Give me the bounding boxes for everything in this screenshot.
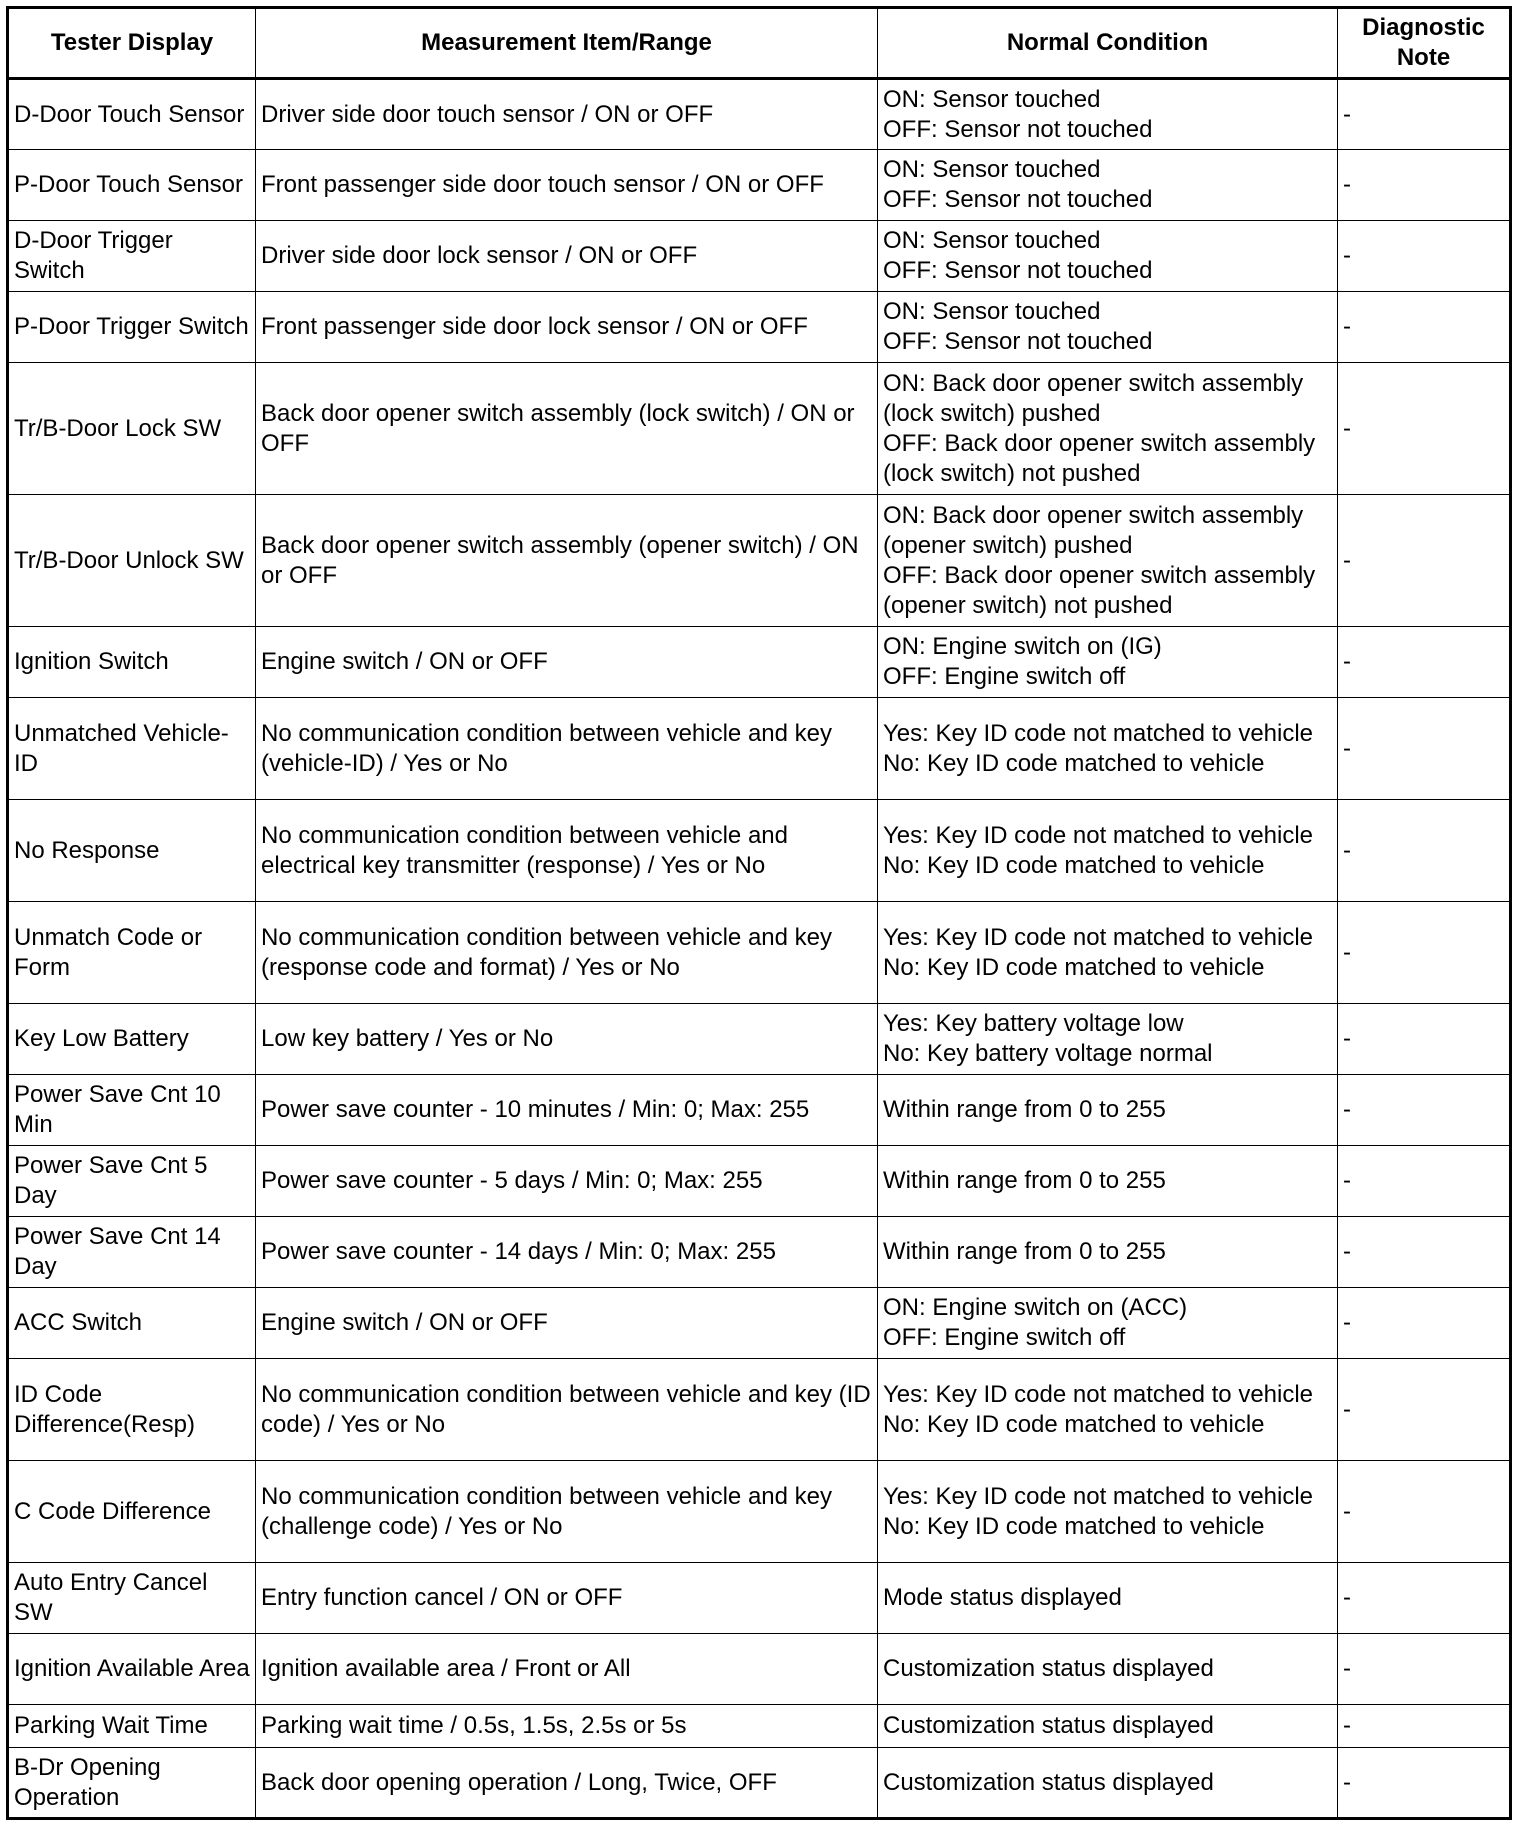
measurement-cell: Driver side door lock sensor / ON or OFF bbox=[256, 221, 878, 292]
measurement-cell: Entry function cancel / ON or OFF bbox=[256, 1563, 878, 1634]
normal-condition-cell bbox=[878, 79, 1338, 150]
normal-condition-line: ON: Back door opener switch assembly (lock switch) pushed bbox=[883, 369, 1304, 427]
normal-condition-line: OFF: Sensor not touched bbox=[883, 115, 1153, 143]
diagnostic-note-cell: - bbox=[1338, 698, 1511, 800]
normal-condition-line: Within range from 0 to 255 bbox=[883, 1238, 1166, 1265]
normal-condition-line: OFF: Engine switch off bbox=[883, 663, 1126, 690]
measurement-cell: Power save counter - 10 minutes / Min: 0; Max: 255 bbox=[256, 1075, 878, 1146]
measurement-cell: Engine switch / ON or OFF bbox=[256, 627, 878, 698]
normal-condition-line: Within range from 0 to 255 bbox=[883, 1167, 1166, 1194]
table-row bbox=[8, 902, 1511, 1004]
normal-condition-cell bbox=[878, 1705, 1338, 1748]
normal-condition-line: No: Key ID code matched to vehicle bbox=[883, 1512, 1265, 1540]
normal-condition-line: OFF: Sensor not touched bbox=[883, 257, 1153, 284]
normal-condition-cell bbox=[878, 292, 1338, 363]
diagnostic-note-cell: - bbox=[1338, 1004, 1511, 1075]
normal-condition-cell bbox=[878, 627, 1338, 698]
table-row bbox=[8, 363, 1511, 495]
table-row bbox=[8, 150, 1511, 221]
tester-display-cell: ACC Switch bbox=[8, 1288, 256, 1359]
table-row bbox=[8, 495, 1511, 627]
measurement-cell: Power save counter - 5 days / Min: 0; Max: 255 bbox=[256, 1146, 878, 1217]
table-row bbox=[8, 1563, 1511, 1634]
normal-condition-cell bbox=[878, 1461, 1338, 1563]
measurement-cell: No communication condition between vehicle and key (response code and format) / Yes or No bbox=[256, 902, 878, 1004]
tester-display-cell: D-Door Trigger Switch bbox=[8, 221, 256, 292]
normal-condition-cell bbox=[878, 1075, 1338, 1146]
normal-condition-line: Yes: Key battery voltage low bbox=[883, 1010, 1184, 1037]
diagnostic-note-cell: - bbox=[1338, 800, 1511, 902]
normal-condition-line: Within range from 0 to 255 bbox=[883, 1096, 1166, 1123]
measurement-cell: Back door opening operation / Long, Twice, OFF bbox=[256, 1748, 878, 1819]
normal-condition-line: Customization status displayed bbox=[883, 1712, 1214, 1739]
table-row bbox=[8, 292, 1511, 363]
table-row bbox=[8, 221, 1511, 292]
diagnostic-note-cell: - bbox=[1338, 1146, 1511, 1217]
normal-condition-line: OFF: Sensor not touched bbox=[883, 186, 1153, 213]
normal-condition-cell bbox=[878, 1288, 1338, 1359]
tester-display-cell: Tr/B-Door Lock SW bbox=[8, 363, 256, 495]
measurement-cell: Power save counter - 14 days / Min: 0; Max: 255 bbox=[256, 1217, 878, 1288]
table-row bbox=[8, 1075, 1511, 1146]
tester-display-cell: ID Code Difference(Resp) bbox=[8, 1359, 256, 1461]
measurement-cell: Front passenger side door lock sensor / ON or OFF bbox=[256, 292, 878, 363]
normal-condition-line: Yes: Key ID code not matched to vehicle bbox=[883, 1482, 1314, 1510]
normal-condition-line: ON: Sensor touched bbox=[883, 298, 1101, 325]
normal-condition-cell bbox=[878, 800, 1338, 902]
tester-display-cell: P-Door Touch Sensor bbox=[8, 150, 256, 221]
normal-condition-line: No: Key ID code matched to vehicle bbox=[883, 851, 1265, 879]
diagnostic-note-cell: - bbox=[1338, 1359, 1511, 1461]
diagnostic-note-cell: - bbox=[1338, 1705, 1511, 1748]
diagnostic-note-cell: - bbox=[1338, 1563, 1511, 1634]
normal-condition-line: Customization status displayed bbox=[883, 1655, 1214, 1682]
tester-display-cell: Key Low Battery bbox=[8, 1004, 256, 1075]
diagnostic-note-cell: - bbox=[1338, 79, 1511, 150]
header-diagnostic-note: Diagnostic Note bbox=[1338, 8, 1511, 79]
tester-display-cell: D-Door Touch Sensor bbox=[8, 79, 256, 150]
diagnostic-note-cell: - bbox=[1338, 150, 1511, 221]
measurement-cell: No communication condition between vehicle and key (vehicle-ID) / Yes or No bbox=[256, 698, 878, 800]
measurement-cell: Low key battery / Yes or No bbox=[256, 1004, 878, 1075]
diagnostic-note-cell: - bbox=[1338, 1288, 1511, 1359]
diagnostic-note-cell: - bbox=[1338, 363, 1511, 495]
normal-condition-line: Yes: Key ID code not matched to vehicle bbox=[883, 1380, 1314, 1408]
normal-condition-line: No: Key ID code matched to vehicle bbox=[883, 749, 1265, 777]
table-row bbox=[8, 1634, 1511, 1705]
normal-condition-cell bbox=[878, 1748, 1338, 1819]
diagnostic-note-cell: - bbox=[1338, 292, 1511, 363]
tester-display-cell: C Code Difference bbox=[8, 1461, 256, 1563]
table-row bbox=[8, 698, 1511, 800]
table-row bbox=[8, 1461, 1511, 1563]
normal-condition-cell bbox=[878, 221, 1338, 292]
measurement-cell: Ignition available area / Front or All bbox=[256, 1634, 878, 1705]
normal-condition-line: Yes: Key ID code not matched to vehicle bbox=[883, 821, 1314, 849]
table-row bbox=[8, 1288, 1511, 1359]
diagnostic-note-cell: - bbox=[1338, 1748, 1511, 1819]
diagnostic-note-cell: - bbox=[1338, 495, 1511, 627]
tester-display-cell: Unmatch Code or Form bbox=[8, 902, 256, 1004]
measurement-cell: Engine switch / ON or OFF bbox=[256, 1288, 878, 1359]
measurement-cell: No communication condition between vehicle and key (ID code) / Yes or No bbox=[256, 1359, 878, 1461]
normal-condition-line: ON: Sensor touched bbox=[883, 85, 1101, 113]
normal-condition-line: No: Key ID code matched to vehicle bbox=[883, 953, 1265, 981]
normal-condition-cell bbox=[878, 1146, 1338, 1217]
measurement-cell: Back door opener switch assembly (opener switch) / ON or OFF bbox=[256, 495, 878, 627]
normal-condition-line: OFF: Back door opener switch assembly (lock switch) not pushed bbox=[883, 429, 1316, 487]
normal-condition-line: Mode status displayed bbox=[883, 1584, 1122, 1611]
table-row bbox=[8, 1748, 1511, 1819]
measurement-cell: Parking wait time / 0.5s, 1.5s, 2.5s or 5s bbox=[256, 1705, 878, 1748]
diagnostic-note-cell: - bbox=[1338, 1217, 1511, 1288]
table-row bbox=[8, 79, 1511, 150]
normal-condition-line: ON: Sensor touched bbox=[883, 227, 1101, 254]
tester-display-cell: Tr/B-Door Unlock SW bbox=[8, 495, 256, 627]
diagnostic-note-cell: - bbox=[1338, 1461, 1511, 1563]
table-row bbox=[8, 1217, 1511, 1288]
measurement-cell: No communication condition between vehicle and electrical key transmitter (response) / Yes or No bbox=[256, 800, 878, 902]
table-row bbox=[8, 1705, 1511, 1748]
table-body bbox=[8, 79, 1511, 1819]
diagnostic-note-cell: - bbox=[1338, 902, 1511, 1004]
tester-display-cell: Ignition Available Area bbox=[8, 1634, 256, 1705]
diagnostic-note-cell: - bbox=[1338, 1075, 1511, 1146]
table-row bbox=[8, 1359, 1511, 1461]
normal-condition-cell bbox=[878, 1563, 1338, 1634]
normal-condition-cell bbox=[878, 1004, 1338, 1075]
tester-display-cell: Unmatched Vehicle-ID bbox=[8, 698, 256, 800]
normal-condition-line: ON: Engine switch on (IG) bbox=[883, 633, 1162, 660]
tester-display-cell: Auto Entry Cancel SW bbox=[8, 1563, 256, 1634]
normal-condition-cell bbox=[878, 1217, 1338, 1288]
normal-condition-cell bbox=[878, 363, 1338, 495]
normal-condition-cell bbox=[878, 698, 1338, 800]
tester-display-cell: Power Save Cnt 10 Min bbox=[8, 1075, 256, 1146]
normal-condition-line: OFF: Back door opener switch assembly (opener switch) not pushed bbox=[883, 561, 1316, 619]
diagnostic-note-cell: - bbox=[1338, 1634, 1511, 1705]
normal-condition-cell bbox=[878, 495, 1338, 627]
table-row bbox=[8, 800, 1511, 902]
normal-condition-line: ON: Engine switch on (ACC) bbox=[883, 1294, 1188, 1321]
normal-condition-line: OFF: Sensor not touched bbox=[883, 328, 1153, 355]
normal-condition-cell bbox=[878, 150, 1338, 221]
tester-display-cell: B-Dr Opening Operation bbox=[8, 1748, 256, 1819]
measurement-cell: Driver side door touch sensor / ON or OFF bbox=[256, 79, 878, 150]
normal-condition-line: Yes: Key ID code not matched to vehicle bbox=[883, 719, 1314, 747]
normal-condition-cell bbox=[878, 902, 1338, 1004]
normal-condition-line: Customization status displayed bbox=[883, 1768, 1214, 1796]
normal-condition-line: ON: Back door opener switch assembly (opener switch) pushed bbox=[883, 501, 1304, 559]
header-tester-display: Tester Display bbox=[8, 8, 256, 79]
data-list-table bbox=[6, 6, 1512, 1820]
normal-condition-line: No: Key battery voltage normal bbox=[883, 1040, 1213, 1067]
normal-condition-line: ON: Sensor touched bbox=[883, 156, 1101, 183]
table-row bbox=[8, 1004, 1511, 1075]
diagnostic-note-cell: - bbox=[1338, 627, 1511, 698]
measurement-cell: Front passenger side door touch sensor / ON or OFF bbox=[256, 150, 878, 221]
normal-condition-cell bbox=[878, 1634, 1338, 1705]
tester-display-cell: No Response bbox=[8, 800, 256, 902]
table-row bbox=[8, 627, 1511, 698]
tester-display-cell: Power Save Cnt 5 Day bbox=[8, 1146, 256, 1217]
header-row bbox=[8, 8, 1511, 79]
table-row bbox=[8, 1146, 1511, 1217]
normal-condition-line: OFF: Engine switch off bbox=[883, 1324, 1126, 1351]
tester-display-cell: Power Save Cnt 14 Day bbox=[8, 1217, 256, 1288]
normal-condition-line: Yes: Key ID code not matched to vehicle bbox=[883, 923, 1314, 951]
measurement-cell: No communication condition between vehicle and key (challenge code) / Yes or No bbox=[256, 1461, 878, 1563]
normal-condition-cell bbox=[878, 1359, 1338, 1461]
table-header bbox=[8, 8, 1511, 79]
normal-condition-line: No: Key ID code matched to vehicle bbox=[883, 1410, 1265, 1438]
tester-display-cell: Ignition Switch bbox=[8, 627, 256, 698]
measurement-cell: Back door opener switch assembly (lock switch) / ON or OFF bbox=[256, 363, 878, 495]
tester-display-cell: P-Door Trigger Switch bbox=[8, 292, 256, 363]
header-normal-condition: Normal Condition bbox=[878, 8, 1338, 79]
tester-display-cell: Parking Wait Time bbox=[8, 1705, 256, 1748]
header-measurement: Measurement Item/Range bbox=[256, 8, 878, 79]
diagnostic-note-cell: - bbox=[1338, 221, 1511, 292]
